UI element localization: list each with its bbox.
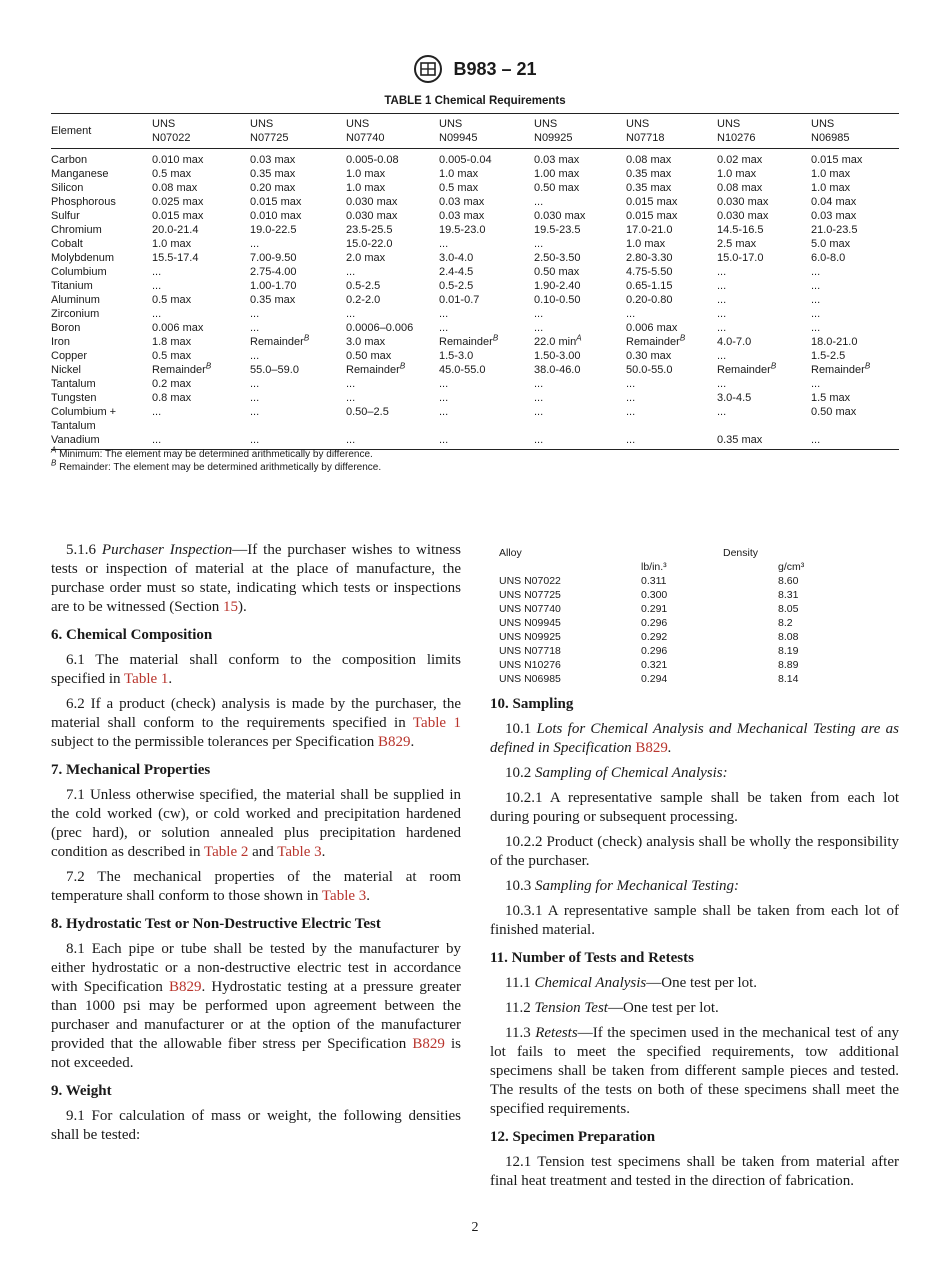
table-cell: ... <box>346 378 356 390</box>
column-header: UNS N07740 <box>346 118 385 144</box>
table-cell: 1.0 max <box>811 168 851 180</box>
table-row <box>51 195 899 209</box>
alloy-name: UNS N07740 <box>499 603 561 615</box>
table-cell: 0.30 max <box>626 350 672 362</box>
table-cell: ... <box>346 308 356 320</box>
table-cell: 2.50-3.50 <box>534 252 581 264</box>
column-header: UNS N07718 <box>626 118 665 144</box>
table-cell: ... <box>626 406 636 418</box>
table-cell: Remainder$^B$ <box>626 333 686 348</box>
paragraph-11-3: 11.3 Retests—If the specimen used in the mechanical test of any lot fails to meet the specified requirements, tow additional specimens shall be taken from different sample pieces and tested. The results of the tests on both of these specimens shall meet the specified requirements. <box>490 1025 899 1117</box>
table-cell: 17.0-21.0 <box>626 224 673 236</box>
table-cell: 1.00 max <box>534 168 580 180</box>
table-cell: 15.0-22.0 <box>346 238 393 250</box>
table-cell: ... <box>717 350 727 362</box>
spec-link[interactable]: B829 <box>412 1036 445 1052</box>
section-heading: 7. Mechanical Properties <box>51 762 211 778</box>
table-cell: 1.0 max <box>346 182 386 194</box>
table-cell: 0.5-2.5 <box>439 280 474 292</box>
spec-link[interactable]: B829 <box>169 979 202 995</box>
table-cell: 0.030 max <box>346 210 398 222</box>
table-cell: 0.015 max <box>626 196 678 208</box>
density-row <box>499 602 819 616</box>
spec-link[interactable]: B829 <box>635 740 668 756</box>
table-cell: 0.50 max <box>534 182 580 194</box>
table-cell: Remainder$^B$ <box>152 361 212 376</box>
element-name: Zirconium <box>51 308 100 320</box>
section-heading: 9. Weight <box>51 1083 112 1099</box>
table-cell: 20.0-21.4 <box>152 224 199 236</box>
table-cell: ... <box>439 392 449 404</box>
table-cell: 0.20 max <box>250 182 296 194</box>
document-header <box>0 54 950 84</box>
element-name: Sulfur <box>51 210 80 222</box>
element-name: Vanadium <box>51 434 100 446</box>
paragraph-10-3-1: 10.3.1 A representative sample shall be taken from each lot of finished material. <box>490 903 899 938</box>
element-name: Tantalum <box>51 378 96 390</box>
table-cell: 0.8 max <box>152 392 192 404</box>
table-cell: Remainder$^B$ <box>439 333 499 348</box>
table-cell: ... <box>811 322 821 334</box>
section-heading: 10. Sampling <box>490 696 574 712</box>
table-cell: ... <box>250 308 260 320</box>
table-cell: 0.08 max <box>626 154 672 166</box>
table-cell: ... <box>626 392 636 404</box>
table-cell: 0.02 max <box>717 154 763 166</box>
table-cell: ... <box>152 308 162 320</box>
element-name: Chromium <box>51 224 102 236</box>
table-cell: 0.015 max <box>250 196 302 208</box>
table-cell: 5.0 max <box>811 238 851 250</box>
table-cell: 2.5 max <box>717 238 757 250</box>
paragraph-8-1: 8.1 Each pipe or tube shall be tested by the manufacturer by either hydrostatic or a non-destructive electric test in accordance with Specification B829. Hydrostatic testing at a pressure greater than 1000 psi may be performed upon agreement between the purchaser and manufacturer or at the option of the manufacturer provided that the allowable fiber stress per Specification B829 is not exceeded. <box>51 941 462 1071</box>
table-cell: ... <box>626 378 636 390</box>
table-row <box>51 293 899 307</box>
table-cell: ... <box>152 266 162 278</box>
table-cell: 55.0–59.0 <box>250 364 299 376</box>
table-cell: ... <box>534 322 544 334</box>
table-cell: 0.2-2.0 <box>346 294 381 306</box>
paragraph-6-1: 6.1 The material shall conform to the composition limits specified in Table 1. <box>51 652 461 687</box>
table-cell: ... <box>534 406 544 418</box>
table-cell: ... <box>346 392 356 404</box>
element-name: Titanium <box>51 280 93 292</box>
paragraph-11-2: 11.2 Tension Test—One test per lot. <box>505 1000 719 1016</box>
table-cell: ... <box>534 392 544 404</box>
table-cell: 0.35 max <box>717 434 763 446</box>
footnote: $^B$ Remainder: The element may be determined arithmetically by difference. <box>51 458 382 473</box>
table-cell: 0.5 max <box>152 168 192 180</box>
element-name: Copper <box>51 350 88 362</box>
table-cell: ... <box>811 266 821 278</box>
footnote: $^A$ Minimum: The element may be determined arithmetically by difference. <box>51 445 373 460</box>
table-row <box>51 251 899 265</box>
table-cell: 0.65-1.15 <box>626 280 673 292</box>
table-cell: 0.08 max <box>152 182 198 194</box>
table-cell: 0.50 max <box>534 266 580 278</box>
table-cell: 0.015 max <box>152 210 204 222</box>
table-cell: 0.010 max <box>152 154 204 166</box>
table-row <box>51 265 899 279</box>
table-cell: 0.005-0.08 <box>346 154 399 166</box>
element-name: Iron <box>51 336 70 348</box>
column-header: UNS N09945 <box>439 118 478 144</box>
table-cell: 0.35 max <box>626 168 672 180</box>
element-name: Columbium <box>51 266 107 278</box>
table-cell: 1.0 max <box>717 168 757 180</box>
table-cell: ... <box>152 434 162 446</box>
density-value: 8.14 <box>778 673 799 685</box>
table-cell: ... <box>717 308 727 320</box>
density-row <box>499 616 819 630</box>
table-cell: 0.2 max <box>152 378 192 390</box>
table-cell: ... <box>717 378 727 390</box>
astm-logo-icon <box>413 54 443 84</box>
alloy-header: Alloy <box>499 547 522 559</box>
table-cell: ... <box>250 392 260 404</box>
table-cell: 15.0-17.0 <box>717 252 764 264</box>
table-cell: 2.4-4.5 <box>439 266 474 278</box>
table-row <box>51 405 899 433</box>
section-link[interactable]: 15 <box>223 599 239 615</box>
element-name: Molybdenum <box>51 252 114 264</box>
table-cell: 0.030 max <box>717 196 769 208</box>
table-cell: 0.006 max <box>152 322 204 334</box>
table-cell: 1.5-3.0 <box>439 350 474 362</box>
table-cell: 0.0006–0.006 <box>346 322 414 334</box>
table-cell: ... <box>439 308 449 320</box>
spacer-cell <box>499 560 641 574</box>
page-number: 2 <box>471 1220 479 1235</box>
table-link[interactable]: Table 3 <box>321 888 367 904</box>
unit-header: g/cm³ <box>778 561 805 573</box>
right-column <box>490 695 899 1197</box>
element-name: Silicon <box>51 182 84 194</box>
table-footnotes <box>51 445 382 474</box>
element-name: Cobalt <box>51 238 83 250</box>
table-link[interactable]: Table 2 <box>204 844 249 860</box>
table-cell: 0.03 max <box>439 210 485 222</box>
column-header: UNS N06985 <box>811 118 850 144</box>
table-cell: 0.04 max <box>811 196 857 208</box>
table-cell: ... <box>811 280 821 292</box>
table-cell: ... <box>152 406 162 418</box>
table-cell: 19.0-22.5 <box>250 224 297 236</box>
table-cell: ... <box>346 434 356 446</box>
table-cell: ... <box>439 406 449 418</box>
table-row <box>51 335 899 349</box>
alloy-name: UNS N09925 <box>499 631 561 643</box>
paragraph-10-1: 10.1 Lots for Chemical Analysis and Mechanical Testing are as defined in Specification B829. <box>490 721 899 756</box>
left-column <box>51 541 461 1151</box>
element-name: Carbon <box>51 154 88 166</box>
table-cell: ... <box>250 322 260 334</box>
element-name: Phosphorous <box>51 196 116 208</box>
table-cell: 1.5 max <box>811 392 851 404</box>
table-link[interactable]: Table 1 <box>412 715 461 731</box>
table-link[interactable]: Table 3 <box>277 844 322 860</box>
density-row <box>499 658 819 672</box>
density-row <box>499 574 819 588</box>
table-cell: ... <box>717 406 727 418</box>
table-cell: 1.0 max <box>152 238 192 250</box>
table-cell: ... <box>811 378 821 390</box>
table-cell: 1.0 max <box>346 168 386 180</box>
table-cell: 0.10-0.50 <box>534 294 581 306</box>
table-cell: 0.35 max <box>250 294 296 306</box>
table-row <box>51 391 899 405</box>
table-cell: ... <box>811 294 821 306</box>
table-cell: ... <box>439 378 449 390</box>
paragraph-11-1: 11.1 Chemical Analysis—One test per lot. <box>505 975 758 991</box>
table-cell: 0.5 max <box>152 350 192 362</box>
chemical-requirements-table <box>51 113 899 450</box>
section-heading: 6. Chemical Composition <box>51 627 213 643</box>
table-row <box>51 363 899 377</box>
table-cell: 0.03 max <box>811 210 857 222</box>
table-cell: 4.0-7.0 <box>717 336 752 348</box>
table-cell: ... <box>250 350 260 362</box>
density-header: Density <box>723 547 759 559</box>
table-cell: ... <box>250 406 260 418</box>
table-cell: 18.0-21.0 <box>811 336 858 348</box>
table-cell: 0.006 max <box>626 322 678 334</box>
density-value: 8.2 <box>778 617 793 629</box>
paragraph-6-2: 6.2 If a product (check) analysis is made by the purchaser, the material shall conform to the requirements specified in Table 1 subject to the permissible tolerances per Specification B829. <box>51 696 461 750</box>
density-value: 0.292 <box>641 631 668 643</box>
table-cell: 6.0-8.0 <box>811 252 846 264</box>
table-cell: 0.03 max <box>439 196 485 208</box>
table-cell: 3.0-4.5 <box>717 392 752 404</box>
table-cell: 23.5-25.5 <box>346 224 393 236</box>
paragraph-7-2: 7.2 The mechanical properties of the material at room temperature shall conform to those shown in Table 3. <box>51 869 461 904</box>
table-cell: ... <box>626 308 636 320</box>
paragraph-9-1: 9.1 For calculation of mass or weight, the following densities shall be tested: <box>51 1108 461 1143</box>
element-name: Tungsten <box>51 392 97 404</box>
table-row <box>51 223 899 237</box>
table-cell: Remainder$^B$ <box>717 361 777 376</box>
table-cell: 21.0-23.5 <box>811 224 858 236</box>
density-row <box>499 644 819 658</box>
table-cell: 0.025 max <box>152 196 204 208</box>
table-cell: 0.5 max <box>152 294 192 306</box>
table-cell: 19.5-23.5 <box>534 224 581 236</box>
table-cell: ... <box>534 238 544 250</box>
table-cell: 19.5-23.0 <box>439 224 486 236</box>
table-row <box>51 181 899 195</box>
unit-header: lb/in.³ <box>641 561 667 573</box>
table-cell: 0.03 max <box>534 154 580 166</box>
table-cell: 0.50–2.5 <box>346 406 389 418</box>
element-name: Boron <box>51 322 81 334</box>
element-name: Nickel <box>51 364 81 376</box>
element-name: Manganese <box>51 168 109 180</box>
table-cell: ... <box>439 434 449 446</box>
table-cell: 0.03 max <box>250 154 296 166</box>
column-header: UNS N10276 <box>717 118 756 144</box>
table-cell: ... <box>811 308 821 320</box>
table-cell: Remainder$^B$ <box>346 361 406 376</box>
paragraph-10-2-1: 10.2.1 A representative sample shall be taken from each lot during pouring or subsequent processing. <box>490 790 899 825</box>
table-cell: 0.015 max <box>811 154 863 166</box>
density-value: 0.296 <box>641 645 668 657</box>
paragraph-10-2-2: 10.2.2 Product (check) analysis shall be wholly the responsibility of the purchaser. <box>490 834 899 869</box>
density-value: 8.08 <box>778 631 799 643</box>
density-row <box>499 672 819 686</box>
table-cell: 0.030 max <box>534 210 586 222</box>
table-header-row <box>51 114 899 149</box>
table-cell: 15.5-17.4 <box>152 252 199 264</box>
column-header: UNS N07725 <box>250 118 289 144</box>
table-1-title: TABLE 1 Chemical Requirements <box>384 95 566 107</box>
table-cell: ... <box>534 196 544 208</box>
alloy-name: UNS N10276 <box>499 659 561 671</box>
density-value: 8.05 <box>778 603 799 615</box>
paragraph-10-3: 10.3 Sampling for Mechanical Testing: <box>505 878 740 894</box>
table-cell: Remainder$^B$ <box>250 333 310 348</box>
table-cell: 1.8 max <box>152 336 192 348</box>
table-cell: 0.5 max <box>439 182 479 194</box>
table-cell: 1.5-2.5 <box>811 350 846 362</box>
table-cell: 22.0 $\min^A$ <box>534 333 582 348</box>
density-value: 0.294 <box>641 673 668 685</box>
column-header: UNS N09925 <box>534 118 573 144</box>
paragraph-5-1-6: 5.1.6 Purchaser Inspection—If the purchaser wishes to witness tests or inspection of material at the place of manufacture, the purchase order must so state, indicating which tests or inspections are to be witnessed (Section 15). <box>51 542 461 615</box>
density-units-row <box>499 560 819 574</box>
section-heading: 11. Number of Tests and Retests <box>490 950 694 966</box>
table-cell: ... <box>534 434 544 446</box>
alloy-name: UNS N07718 <box>499 645 561 657</box>
table-cell: ... <box>717 294 727 306</box>
table-cell: ... <box>250 238 260 250</box>
table-cell: 0.20-0.80 <box>626 294 673 306</box>
column-header: UNS N07022 <box>152 118 191 144</box>
density-value: 0.311 <box>641 575 667 587</box>
density-value: 8.19 <box>778 645 799 657</box>
alloy-name: UNS N07022 <box>499 575 561 587</box>
table-cell: 7.00-9.50 <box>250 252 297 264</box>
table-cell: 0.005-0.04 <box>439 154 492 166</box>
table-row <box>51 149 899 168</box>
section-heading: 12. Specimen Preparation <box>490 1129 656 1145</box>
table-cell: ... <box>811 434 821 446</box>
density-value: 0.296 <box>641 617 668 629</box>
paragraph-12-1: 12.1 Tension test specimens shall be taken from material after final heat treatment and tested in the direction of fabrication. <box>490 1154 899 1189</box>
table-row <box>51 307 899 321</box>
table-cell: 0.030 max <box>346 196 398 208</box>
table-cell: 0.01-0.7 <box>439 294 480 306</box>
density-header-row <box>499 546 819 560</box>
density-value: 0.300 <box>641 589 668 601</box>
table-cell: 1.50-3.00 <box>534 350 581 362</box>
table-row <box>51 279 899 293</box>
table-cell: ... <box>717 280 727 292</box>
table-cell: 0.50 max <box>346 350 392 362</box>
table-cell: Remainder$^B$ <box>811 361 871 376</box>
table-cell: ... <box>152 280 162 292</box>
density-row <box>499 630 819 644</box>
density-value: 8.89 <box>778 659 799 671</box>
table-cell: 0.5-2.5 <box>346 280 381 292</box>
table-cell: 1.90-2.40 <box>534 280 581 292</box>
table-row <box>51 237 899 251</box>
table-cell: 3.0-4.0 <box>439 252 474 264</box>
element-name: Columbium + Tantalum <box>51 406 117 432</box>
alloy-name: UNS N07725 <box>499 589 561 601</box>
table-cell: 1.0 max <box>439 168 479 180</box>
table-cell: 0.08 max <box>717 182 763 194</box>
table-cell: ... <box>439 238 449 250</box>
table-cell: 45.0-55.0 <box>439 364 486 376</box>
spec-link[interactable]: B829 <box>377 734 411 750</box>
table-cell: 2.75-4.00 <box>250 266 297 278</box>
table-cell: 0.35 max <box>626 182 672 194</box>
table-link[interactable]: Table 1 <box>124 671 169 687</box>
table-cell: 38.0-46.0 <box>534 364 581 376</box>
density-table <box>499 546 819 686</box>
table-cell: 50.0-55.0 <box>626 364 673 376</box>
alloy-name: UNS N06985 <box>499 673 561 685</box>
table-cell: 2.80-3.30 <box>626 252 673 264</box>
table-cell: ... <box>534 308 544 320</box>
alloy-name: UNS N09945 <box>499 617 561 629</box>
element-header: Element <box>51 125 92 137</box>
density-value: 8.31 <box>778 589 799 601</box>
table-row <box>51 209 899 223</box>
table-cell: 1.0 max <box>811 182 851 194</box>
table-cell: ... <box>346 266 356 278</box>
table-row <box>51 167 899 181</box>
table-cell: 0.015 max <box>626 210 678 222</box>
paragraph-10-2: 10.2 Sampling of Chemical Analysis: <box>505 765 728 781</box>
table-cell: ... <box>717 266 727 278</box>
table-cell: 0.010 max <box>250 210 302 222</box>
table-cell: 0.35 max <box>250 168 296 180</box>
table-row <box>51 377 899 391</box>
density-row <box>499 588 819 602</box>
table-row <box>51 321 899 335</box>
table-cell: ... <box>717 322 727 334</box>
table-cell: ... <box>250 378 260 390</box>
table-cell: ... <box>534 378 544 390</box>
table-cell: ... <box>250 434 260 446</box>
element-name: Aluminum <box>51 294 100 306</box>
table-cell: ... <box>439 322 449 334</box>
table-cell: 0.030 max <box>717 210 769 222</box>
table-cell: 0.50 max <box>811 406 857 418</box>
table-cell: 1.00-1.70 <box>250 280 297 292</box>
paragraph-7-1: 7.1 Unless otherwise specified, the material shall be supplied in the cold worked (cw), or cold worked and precipitation hardened (prec hard), or solution annealed plus precipitation hardened condition as described in Table 2 and Table 3. <box>51 787 461 860</box>
density-value: 0.291 <box>641 603 668 615</box>
table-cell: 2.0 max <box>346 252 386 264</box>
table-cell: 3.0 max <box>346 336 386 348</box>
table-cell: 14.5-16.5 <box>717 224 764 236</box>
density-value: 8.60 <box>778 575 799 587</box>
table-cell: 1.0 max <box>626 238 666 250</box>
document-code: B983 – 21 <box>453 58 537 79</box>
section-heading: 8. Hydrostatic Test or Non-Destructive Electric Test <box>51 916 381 932</box>
table-cell: 4.75-5.50 <box>626 266 673 278</box>
density-value: 0.321 <box>641 659 668 671</box>
table-cell: ... <box>626 434 636 446</box>
